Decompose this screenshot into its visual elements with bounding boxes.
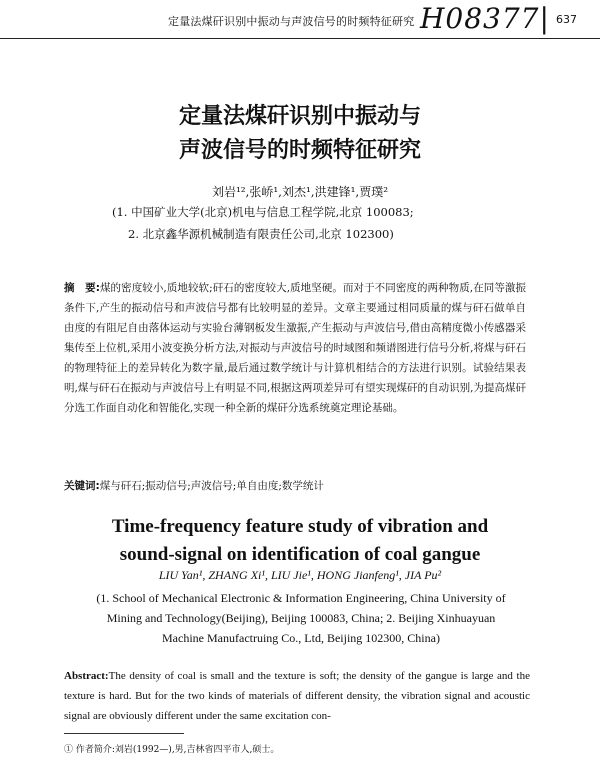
chinese-abstract-label: 摘 要: <box>64 282 100 294</box>
chinese-title-line-1: 定量法煤矸识别中振动与 <box>178 104 421 129</box>
english-affiliation-line-2: Mining and Technology(Beijing), Beijing 100083, China; 2. Beijing Xinhuayuan <box>106 611 496 625</box>
english-authors: LIU Yan¹, ZHANG Xi¹, LIU Jie¹, HONG Jianfeng¹, JIA Pu² <box>158 568 442 582</box>
chinese-abstract <box>64 278 526 418</box>
english-affiliation-line-3: Machine Manufactruing Co., Ltd, Beijing 102300, China) <box>162 631 440 645</box>
english-abstract-text: The density of coal is small and the texture is soft; the density of the gangue is large and the texture is hard. But for the two kinds of materials of different density, the vibration signal and acoustic signal are obviously different under the same excitation con- <box>64 670 530 722</box>
handwritten-catalog-code: H08377| <box>420 2 550 35</box>
english-title <box>0 513 600 569</box>
chinese-affiliation-line-2: 2. 北京鑫华源机械制造有限责任公司,北京 102300) <box>128 227 394 241</box>
english-title-line-1: Time-frequency feature study of vibration and <box>111 516 489 537</box>
chinese-affiliation-line-1: (1. 中国矿业大学(北京)机电与信息工程学院,北京 100083; <box>112 205 414 219</box>
english-affiliation-line-1: (1. School of Mechanical Electronic & Information Engineering, China University of <box>96 591 506 605</box>
chinese-keywords-text: 煤与矸石;振动信号;声波信号;单自由度;数学统计 <box>99 480 324 492</box>
running-title: 定量法煤矸识别中振动与声波信号的时频特征研究 <box>168 15 415 28</box>
page-header <box>0 0 600 39</box>
chinese-abstract-text: 煤的密度较小,质地较软;矸石的密度较大,质地坚硬。而对于不同密度的两种物质,在同等激振条件下,产生的振动信号和声波信号都有比较明显的差异。文章主要通过相同质量的煤与矸石做单自由度的有阻尼自由落体运动与实验台薄钢板发生激振,产生振动与声波信号,借由高精度微小传感器采集传至上位机,采用小波变换分析方法,对振动与声波信号的时域图和频谱图进行信号分析,将煤与矸石的物理特征上的差异转化为数字量,最后通过数学统计与计算机相结合的方法进行识别。试验结果表明,煤与矸石在振动与声波信号上有明显不同,根据这两项差异可有望实现煤矸的自动识别,为提高煤矸分选工作面自动化和智能化,实现一种全新的煤矸分选系统奠定理论基础。 <box>64 282 526 414</box>
chinese-title-line-2: 声波信号的时频特征研究 <box>178 138 421 163</box>
english-affiliation <box>66 588 536 648</box>
chinese-authors: 刘岩¹²,张峤¹,刘杰¹,洪建锋¹,贾璞² <box>211 185 389 199</box>
footnote-divider <box>64 733 184 734</box>
page-number: 637 <box>556 13 577 26</box>
chinese-title <box>0 100 600 168</box>
english-title-line-2: sound-signal on identification of coal gangue <box>119 544 481 565</box>
footnote: ① 作者简介:刘岩(1992—),男,吉林省四平市人,硕士。 <box>64 745 280 755</box>
english-abstract <box>64 666 530 726</box>
chinese-keywords-label: 关键词: <box>64 480 100 492</box>
english-abstract-label: Abstract: <box>64 670 109 682</box>
chinese-keywords <box>64 478 526 493</box>
